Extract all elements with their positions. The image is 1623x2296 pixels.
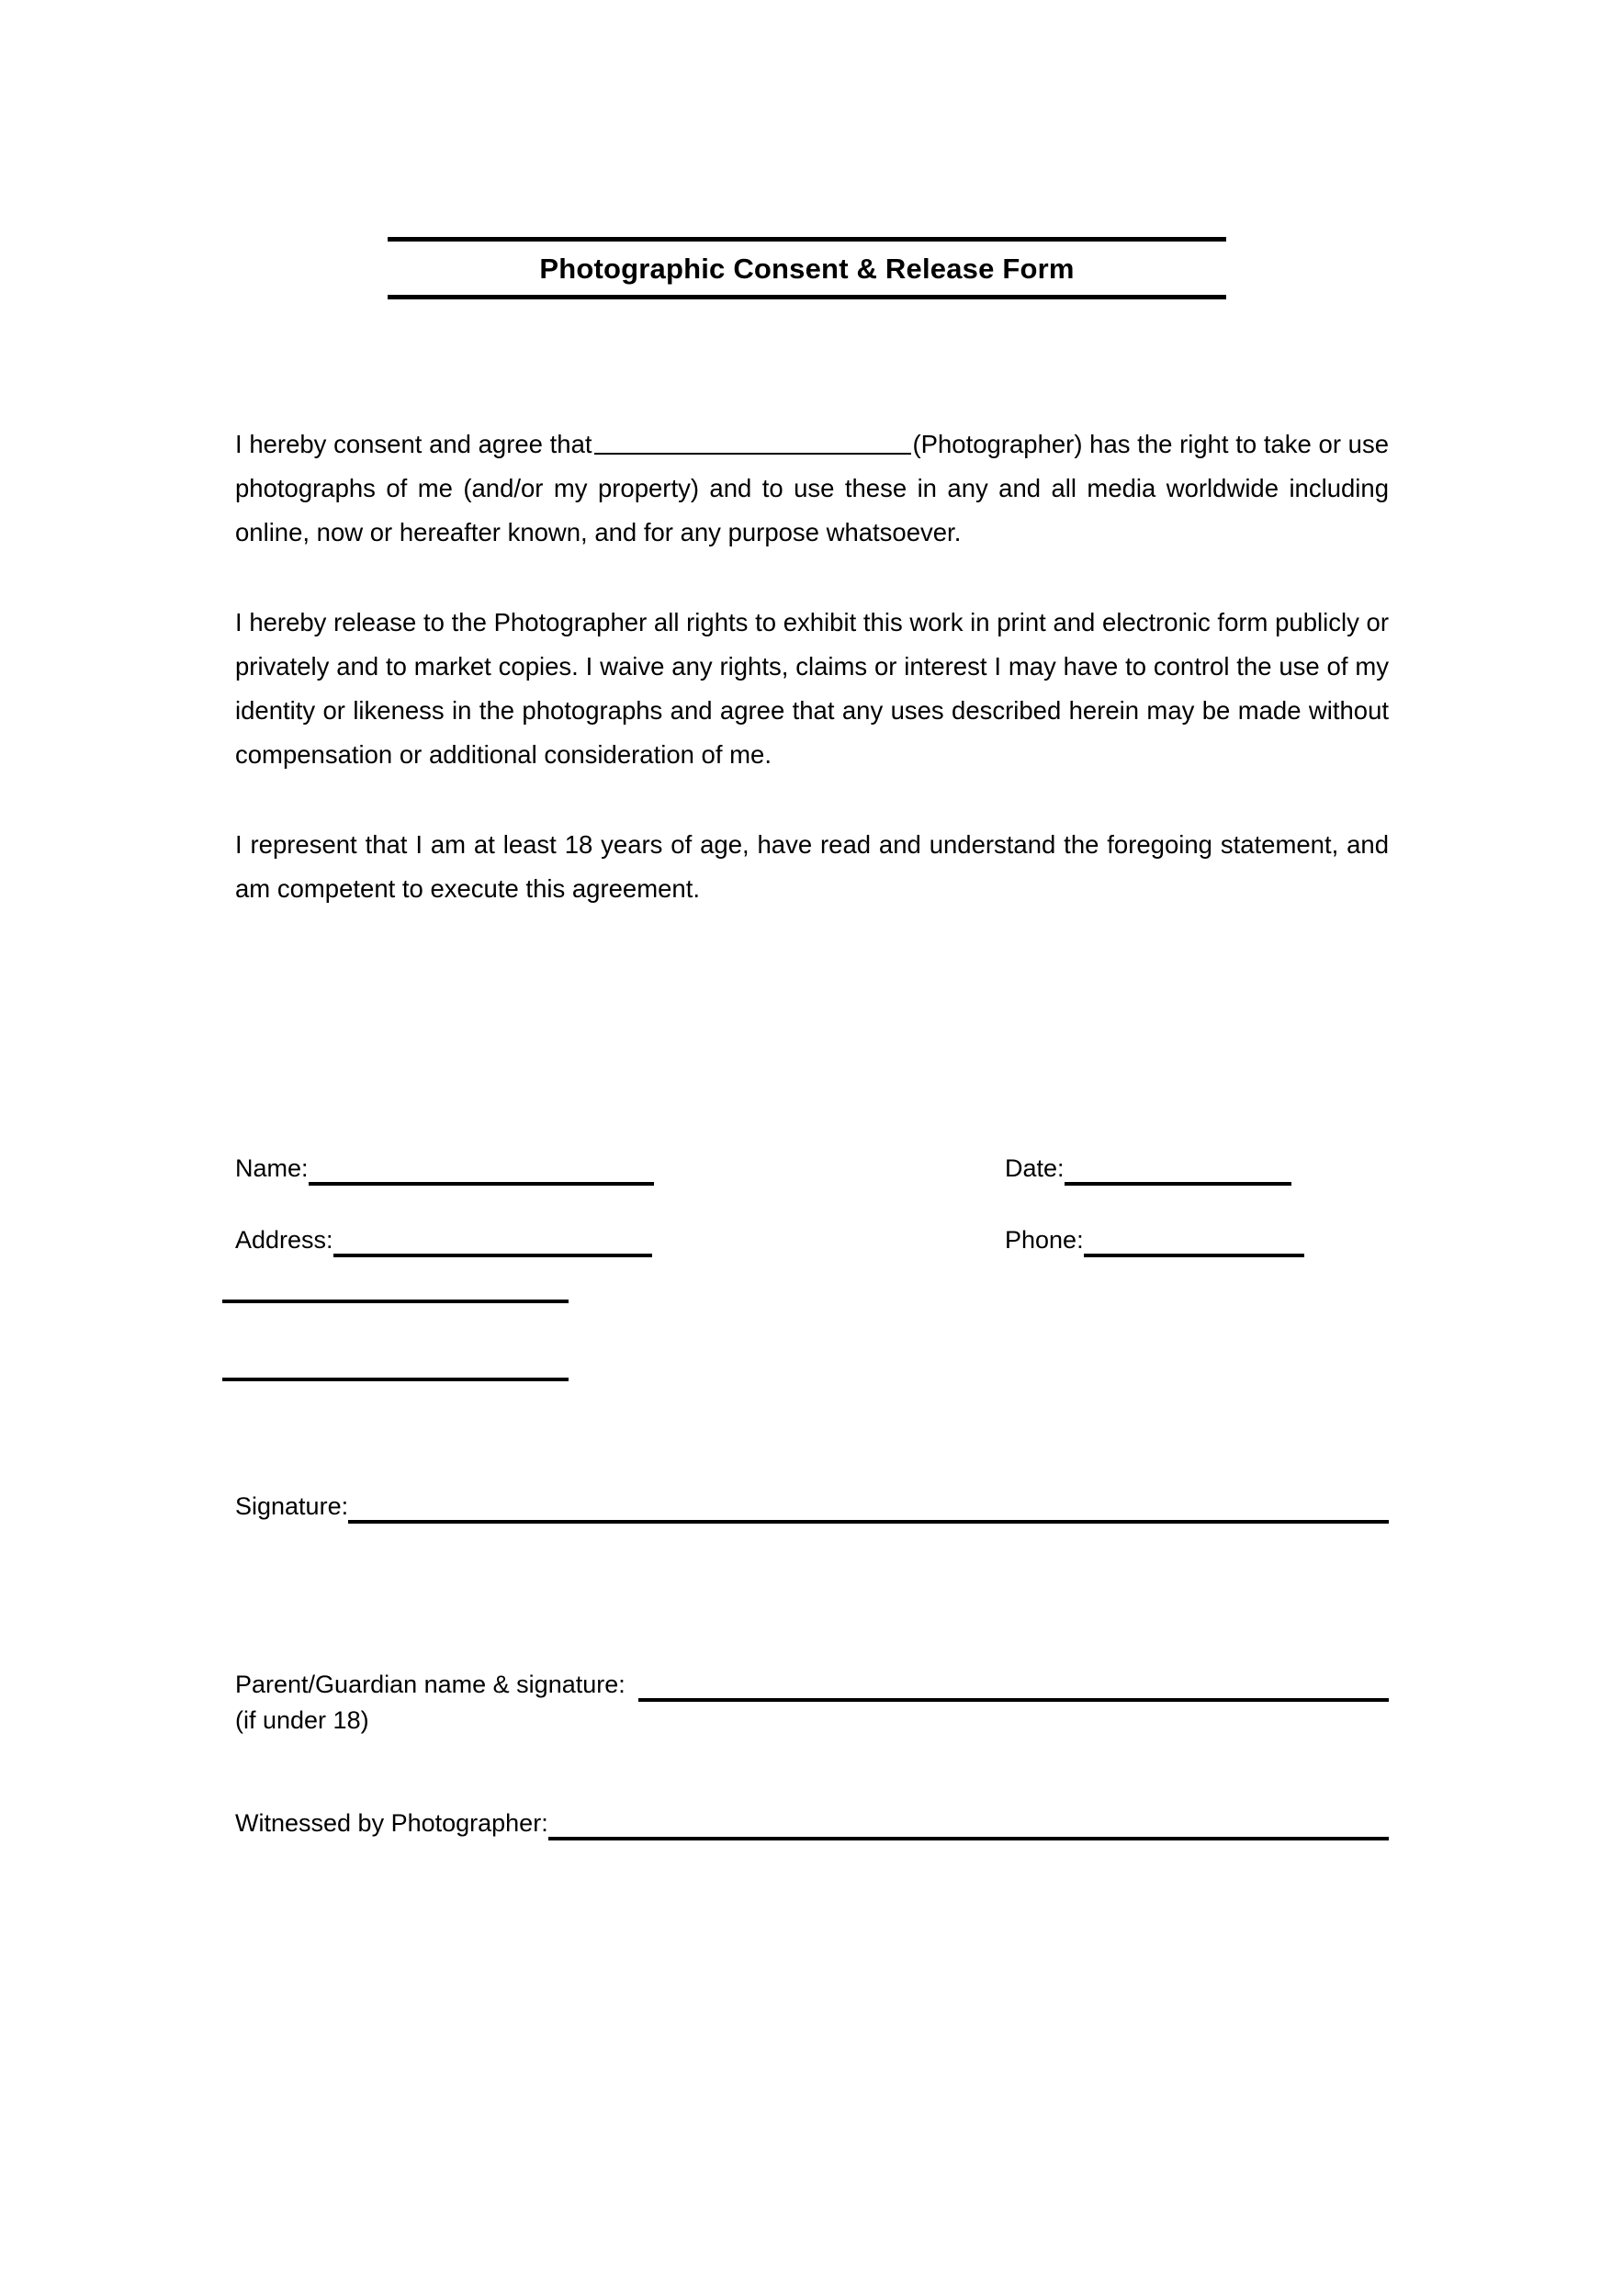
witness-field[interactable] (235, 1807, 1389, 1840)
phone-label: Phone: (1005, 1226, 1084, 1254)
name-label: Name: (235, 1154, 309, 1182)
phone-field[interactable] (1005, 1224, 1304, 1257)
name-field[interactable] (235, 1153, 654, 1186)
date-field[interactable] (1005, 1153, 1291, 1186)
address-input-line[interactable] (333, 1226, 652, 1257)
date-input-line[interactable] (1065, 1154, 1291, 1186)
release-paragraph: I hereby release to the Photographer all rights to exhibit this work in print and electronic form publicly or privately and to market copies. I waive any rights, claims or interest I may have to control the use of my identity or likeness in the photographs and agree that any uses described herein may be made without compensation or additional consideration of me. (235, 608, 1389, 769)
guardian-block (235, 1669, 1389, 1737)
signature-field[interactable] (235, 1491, 1389, 1524)
title-rule-bottom (388, 295, 1226, 299)
witness-block (235, 1807, 1389, 1840)
address-field[interactable] (235, 1224, 652, 1257)
signature-block (235, 1491, 1389, 1524)
date-label: Date: (1005, 1154, 1065, 1182)
phone-input-line[interactable] (1084, 1226, 1304, 1257)
signature-label: Signature: (235, 1492, 349, 1520)
guardian-label: Parent/Guardian name & signature: (235, 1671, 626, 1698)
consent-paragraph (235, 422, 1389, 555)
signature-input-line[interactable] (348, 1492, 1389, 1524)
witness-label: Witnessed by Photographer: (235, 1809, 548, 1837)
witness-input-line[interactable] (548, 1809, 1389, 1840)
page-title: Photographic Consent & Release Form (539, 253, 1075, 285)
photographer-name-blank[interactable] (594, 429, 911, 455)
form-body (235, 422, 1389, 911)
guardian-input-line[interactable] (638, 1671, 1389, 1702)
address-continuation-line-2[interactable] (222, 1378, 569, 1381)
guardian-field[interactable] (235, 1669, 1389, 1702)
form-title-block (388, 237, 1226, 299)
address-continuation-line-1[interactable] (222, 1300, 569, 1303)
guardian-age-note: (if under 18) (235, 1706, 369, 1734)
address-phone-row (235, 1224, 1389, 1270)
name-input-line[interactable] (309, 1154, 654, 1186)
representation-paragraph: I represent that I am at least 18 years of age, have read and understand the foregoing statement, and am competent to execute this agreement. (235, 830, 1389, 903)
name-date-row (235, 1153, 1389, 1199)
consent-body-text: (Photographer) has the right to take or use photographs of me (and/or my property) and to use these in any and all media worldwide including online, now or hereafter known, and for any purpose whatsoever. (235, 430, 1389, 546)
consent-lead-text: I hereby consent and agree that (235, 430, 592, 458)
address-label: Address: (235, 1226, 333, 1254)
personal-details-fields (235, 1153, 1389, 1296)
